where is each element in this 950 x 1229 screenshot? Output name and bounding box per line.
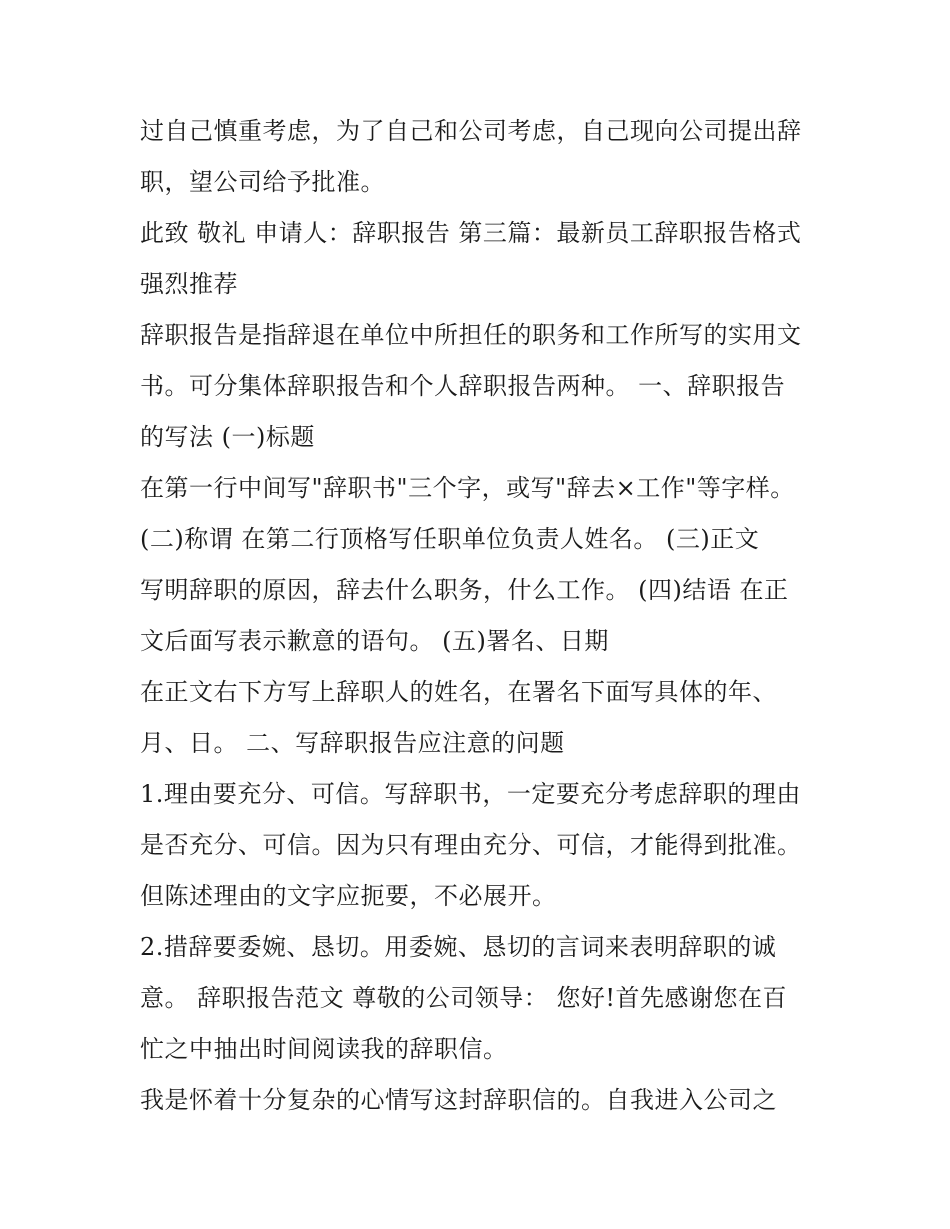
text-line: 1.理由要充分、可信。写辞职书，一定要充分考虑辞职的理由: [140, 780, 801, 808]
text-line: 写明辞职的原因，辞去什么职务，什么工作。 (四)结语 在正: [140, 576, 789, 604]
text-line: 此致 敬礼 申请人：辞职报告 第三篇：最新员工辞职报告格式: [140, 219, 802, 247]
text-line: 我是怀着十分复杂的心情写这封辞职信的。自我进入公司之: [140, 1086, 777, 1114]
text-line: 在正文右下方写上辞职人的姓名，在署名下面写具体的年、: [140, 678, 777, 706]
text-line: 但陈述理由的文字应扼要，不必展开。: [140, 882, 557, 910]
text-line: 文后面写表示歉意的语句。 (五)署名、日期: [140, 627, 609, 655]
document-body: [140, 106, 830, 1126]
text-line: 职，望公司给予批准。: [140, 168, 385, 196]
text-line: 过自己慎重考虑，为了自己和公司考虑，自己现向公司提出辞: [140, 117, 802, 145]
text-line: (二)称谓 在第二行顶格写任职单位负责人姓名。 (三)正文: [140, 525, 760, 553]
text-line: 忙之中抽出时间阅读我的辞职信。: [140, 1035, 508, 1063]
text-line: 月、日。 二、写辞职报告应注意的问题: [140, 729, 565, 757]
text-line: 意。 辞职报告范文 尊敬的公司领导： 您好!首先感谢您在百: [140, 984, 788, 1012]
text-line: 书。可分集体辞职报告和个人辞职报告两种。 一、辞职报告: [140, 372, 786, 400]
text-line: 的写法 (一)标题: [140, 423, 315, 451]
text-line: 辞职报告是指辞退在单位中所担任的职务和工作所写的实用文: [140, 321, 802, 349]
text-line: 在第一行中间写"辞职书"三个字，或写"辞去×工作"等字样。: [140, 474, 795, 502]
text-line: 强烈推荐: [140, 270, 238, 298]
text-line: 是否充分、可信。因为只有理由充分、可信，才能得到批准。: [140, 831, 802, 859]
text-line: 2.措辞要委婉、恳切。用委婉、恳切的言词来表明辞职的诚: [140, 933, 777, 961]
